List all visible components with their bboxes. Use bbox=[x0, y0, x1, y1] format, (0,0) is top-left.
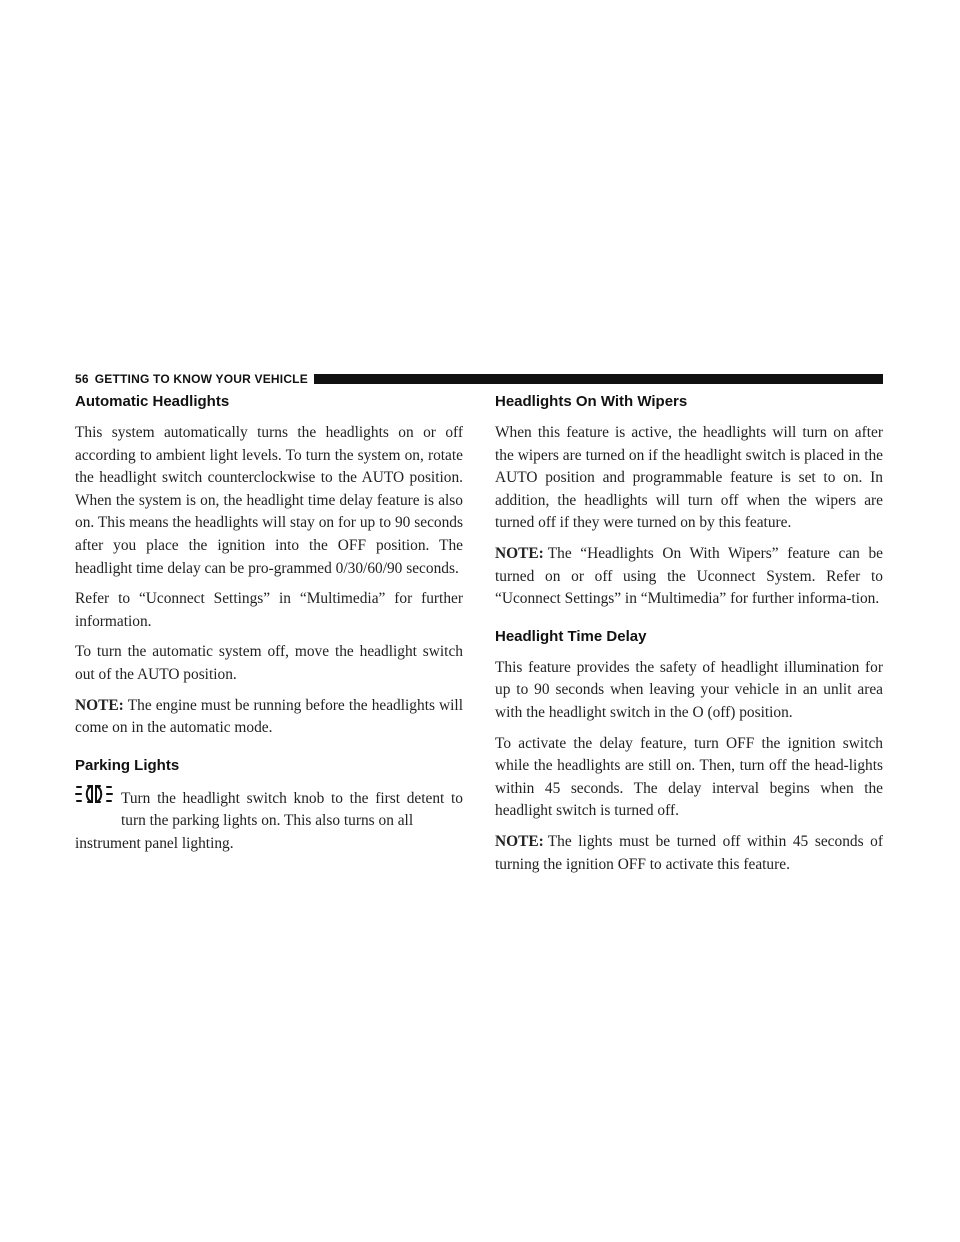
parking-lights-text-indented: Turn the headlight switch knob to the first detent to turn the parking lights on. This also turns on all bbox=[121, 789, 463, 830]
automatic-headlights-paragraph-1: This system automatically turns the headlights on or off according to ambient light levels. To turn the system on, rotate the headlight switch counterclockwise to the AUTO position. When the system is on, the headlight time delay feature is also on. This means the headlights will stay on for up to 90 seconds after you place the ignition into the OFF position. The headlight time delay can be pro-grammed 0/30/60/90 seconds. bbox=[75, 424, 463, 577]
time-delay-paragraph-1: This feature provides the safety of headlight illumination for up to 90 seconds when leaving your vehicle in an unlit area with the headlight switch in the O (off) position. bbox=[495, 658, 883, 721]
parking-lights-icon bbox=[75, 782, 113, 806]
automatic-headlights-note bbox=[75, 695, 463, 740]
automatic-headlights-paragraph-2: Refer to “Uconnect Settings” in “Multimedia” for further information. bbox=[75, 590, 463, 630]
time-delay-paragraph-2: To activate the delay feature, turn OFF the ignition switch while the headlights are still on. Then, turn off the head-lights within 45 seconds. The delay interval begins when the headlight switch is turned off. bbox=[495, 734, 883, 820]
automatic-headlights-heading: Automatic Headlights bbox=[75, 393, 230, 410]
parking-lights-heading: Parking Lights bbox=[75, 756, 180, 774]
left-column bbox=[75, 392, 463, 864]
note-label: NOTE: bbox=[495, 544, 544, 562]
note-text: The engine must be running before the headlights will come on in the automatic mode. bbox=[75, 696, 463, 737]
wipers-note bbox=[495, 543, 883, 611]
parking-lights-text-rest: instrument panel lighting. bbox=[75, 834, 234, 852]
automatic-headlights-paragraph-3: To turn the automatic system off, move the headlight switch out of the AUTO position. bbox=[75, 643, 463, 683]
headlights-on-with-wipers-heading: Headlights On With Wipers bbox=[495, 393, 688, 410]
note-label: NOTE: bbox=[495, 832, 544, 850]
section-title: GETTING TO KNOW YOUR VEHICLE bbox=[94, 372, 308, 386]
page-header bbox=[75, 371, 883, 387]
time-delay-note bbox=[495, 831, 883, 876]
note-text: The lights must be turned off within 45 seconds of turning the ignition OFF to activate this feature. bbox=[495, 832, 883, 873]
page-number: 56 bbox=[75, 372, 89, 386]
note-label: NOTE: bbox=[75, 696, 124, 714]
note-text: The “Headlights On With Wipers” feature can be turned on or off using the Uconnect System. Refer to “Uconnect Settings” in “Multimedia” for further informa-tion. bbox=[495, 544, 883, 608]
right-column bbox=[495, 392, 883, 884]
header-rule bbox=[314, 374, 883, 384]
parking-lights-paragraph bbox=[75, 788, 463, 856]
wipers-paragraph-1: When this feature is active, the headlights will turn on after the wipers are turned on if the headlight switch is placed in the AUTO position and programmable feature is set to on. In addition, the headlights will turn off when the wipers are turned off if they were turned on by this feature. bbox=[495, 424, 883, 532]
headlight-time-delay-heading: Headlight Time Delay bbox=[495, 627, 647, 645]
